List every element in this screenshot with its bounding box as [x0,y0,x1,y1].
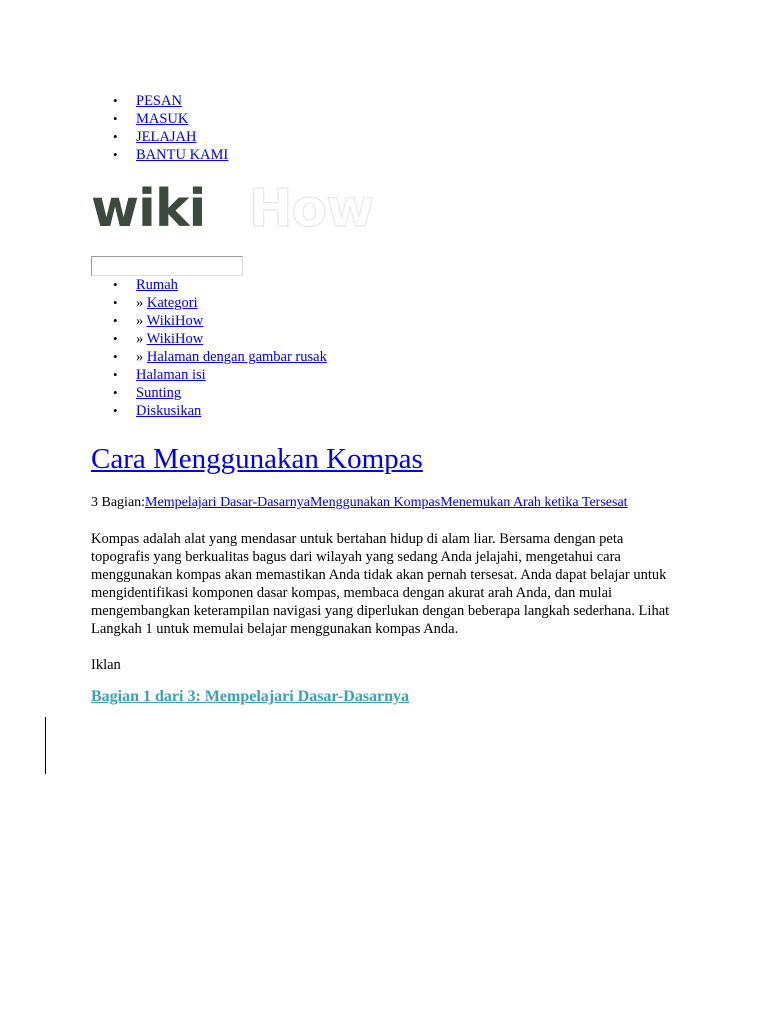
bullet-icon: • [113,331,118,346]
top-nav-item-pesan [91,92,691,110]
breadcrumb-item [91,294,691,312]
breadcrumb [91,276,691,366]
part-link-3[interactable]: Menemukan Arah ketika Tersesat [440,495,628,510]
page-content [91,92,691,707]
top-nav-item-masuk [91,110,691,128]
breadcrumb-link-wikihow[interactable]: WikiHow [146,313,204,329]
bullet-icon: • [113,277,118,292]
breadcrumb-item [91,276,691,294]
breadcrumb-link-kategori[interactable]: Kategori [146,295,198,311]
breadcrumb-separator: » [136,313,147,329]
parts-label: 3 Bagian: [91,495,146,510]
breadcrumb-item [91,348,691,366]
top-nav-link-bantu-kami[interactable]: BANTU KAMI [136,147,229,163]
page-action-item [91,384,691,402]
top-nav-link-pesan[interactable]: PESAN [136,93,182,109]
tab-article[interactable]: Halaman isi [136,367,206,383]
bullet-icon: • [113,111,118,126]
top-nav [91,92,691,164]
ad-label: Iklan [91,657,121,673]
breadcrumb-item [91,330,691,348]
bullet-icon: • [113,129,118,144]
margin-divider [45,717,46,774]
bullet-icon: • [113,93,118,108]
page-title [91,442,691,476]
search-input[interactable] [91,256,243,276]
tab-discuss[interactable]: Diskusikan [136,403,202,419]
part-1-heading[interactable]: Bagian 1 dari 3: Mempelajari Dasar-Dasarnya [91,688,410,705]
wikihow-logo-graphic [91,184,411,240]
top-nav-item-jelajah [91,128,691,146]
page-action-item [91,366,691,384]
breadcrumb-link-broken-images[interactable]: Halaman dengan gambar rusak [146,349,327,365]
breadcrumb-link-wikihow-2[interactable]: WikiHow [146,331,204,347]
page-actions [91,366,691,420]
part-link-2[interactable]: Menggunakan Kompas [309,495,441,510]
part-link-1[interactable]: Mempelajari Dasar-Dasarnya [145,495,310,510]
breadcrumb-separator: » [136,331,147,347]
top-nav-item-bantu-kami [91,146,691,164]
bullet-icon: • [113,385,118,400]
breadcrumb-separator: » [136,349,147,365]
bullet-icon: • [113,295,118,310]
bullet-icon: • [113,147,118,162]
bullet-icon: • [113,349,118,364]
wikihow-logo[interactable] [91,184,691,240]
bullet-icon: • [113,313,118,328]
page-title-link[interactable]: Cara Menggunakan Kompas [91,443,423,475]
logo-wiki-text: wiki [91,184,206,239]
parts-navigation [91,494,691,512]
breadcrumb-link-rumah[interactable]: Rumah [136,277,178,293]
breadcrumb-separator: » [136,295,147,311]
bullet-icon: • [113,367,118,382]
page-action-item [91,402,691,420]
breadcrumb-item [91,312,691,330]
logo-how-text: How [249,184,374,239]
top-nav-link-jelajah[interactable]: JELAJAH [136,129,197,145]
bullet-icon: • [113,403,118,418]
intro-paragraph: Kompas adalah alat yang mendasar untuk bertahan hidup di alam liar. Bersama dengan peta topografis yang berkualitas bagus dari wilayah yang sedang Anda jelajahi, mengetahui cara menggunakan kompas akan memastikan Anda tidak akan pernah tersesat. Anda dapat belajar untuk mengidentifikasi komponen dasar kompas, membaca dengan akurat arah Anda, dan mulai mengembangkan keterampilan navigasi yang diperlukan dengan beberapa langkah sederhana. Lihat Langkah 1 untuk memulai belajar menggunakan kompas Anda. [91,531,670,637]
top-nav-link-masuk[interactable]: MASUK [136,111,189,127]
tab-edit[interactable]: Sunting [136,385,182,401]
